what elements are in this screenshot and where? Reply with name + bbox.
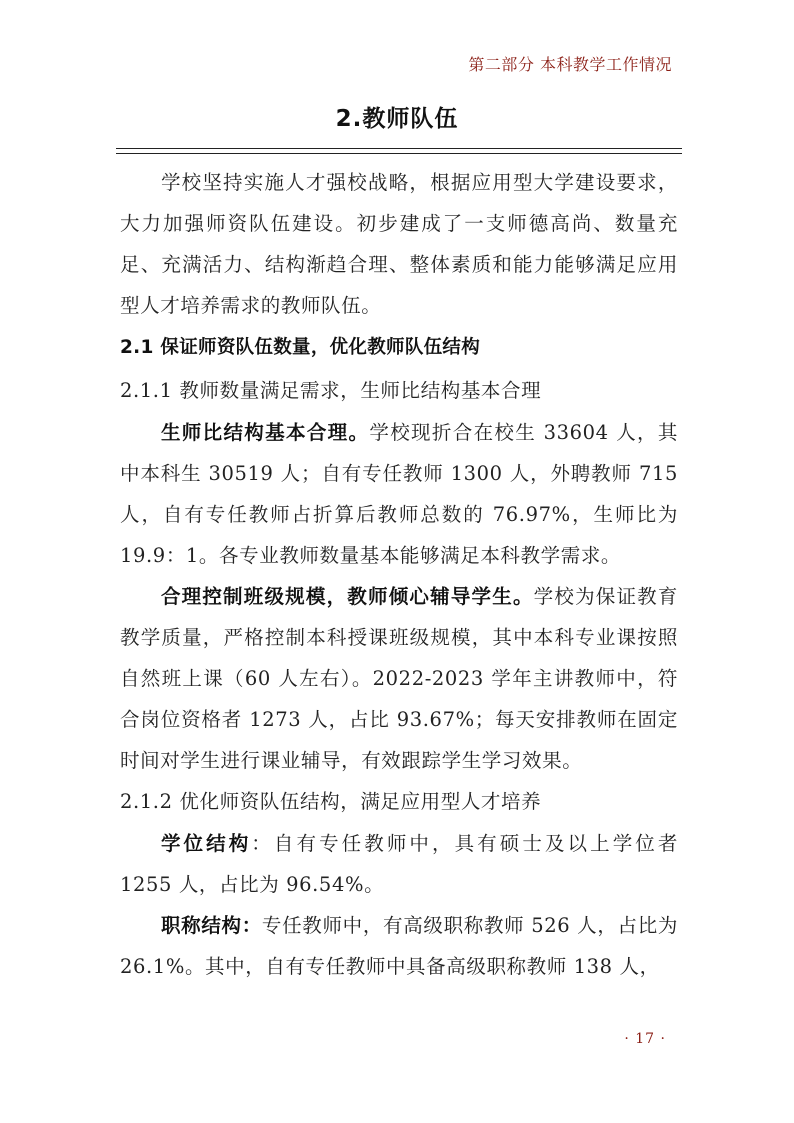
title-double-rule <box>116 148 682 154</box>
paragraph-text: 学校为保证教育教学质量，严格控制本科授课班级规模，其中本科专业课按照自然班上课（60 人左右）。2022-2023 学年主讲教师中，符合岗位资格者 1273 人，占比 93.67%；每天安排教师在固定时间对学生进行课业辅导，有效跟踪学生学习效果。 <box>120 585 678 772</box>
paragraph-text: 专任教师中，有高级职称教师 526 人，占比为 26.1%。其中，自有专任教师中具备高级职称教师 138 人， <box>120 914 678 978</box>
paragraph-lead: 学位结构 <box>160 832 252 855</box>
paragraph-title-structure <box>120 905 678 987</box>
section-title: 2.教师队伍 <box>335 106 459 132</box>
page-number: · 17 · <box>624 1031 666 1047</box>
paragraph-lead: 合理控制班级规模，教师倾心辅导学生。 <box>160 585 534 608</box>
paragraph-text: 学校现折合在校生 33604 人，其中本科生 30519 人；自有专任教师 1300 人，外聘教师 715 人，自有专任教师占折算后教师总数的 76.97%，生师比为 19.9：1。各专业教师数量基本能够满足本科教学需求。 <box>120 421 678 567</box>
subsection-heading-2-1-1: 2.1.1 教师数量满足需求，生师比结构基本合理 <box>120 379 542 402</box>
paragraph-degree-structure <box>120 823 678 905</box>
subsection-heading-2-1-2: 2.1.2 优化师资队伍结构，满足应用型人才培养 <box>120 790 542 813</box>
document-body <box>120 162 678 987</box>
paragraph-lead: 生师比结构基本合理。 <box>160 421 370 444</box>
intro-paragraph: 学校坚持实施人才强校战略，根据应用型大学建设要求，大力加强师资队伍建设。初步建成了一支师德高尚、数量充足、充满活力、结构渐趋合理、整体素质和能力能够满足应用型人才培养需求的教师队伍。 <box>120 171 678 317</box>
running-header: 第二部分 本科教学工作情况 <box>468 55 672 74</box>
paragraph-text: ：自有专任教师中，具有硕士及以上学位者 1255 人，占比为 96.54%。 <box>120 832 678 896</box>
paragraph-lead: 职称结构： <box>160 914 262 937</box>
paragraph-student-teacher-ratio <box>120 412 678 576</box>
subsection-heading-2-1: 2.1 保证师资队伍数量，优化教师队伍结构 <box>120 337 481 358</box>
paragraph-class-size <box>120 576 678 781</box>
